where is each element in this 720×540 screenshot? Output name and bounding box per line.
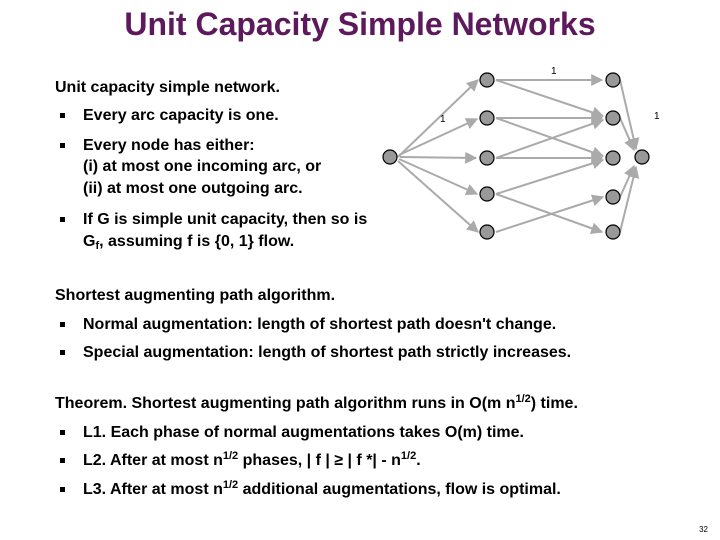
bullet-marker [60, 487, 65, 492]
theorem-text: Theorem. Shortest augmenting path algorithm runs in O(m n [55, 395, 516, 412]
lemma-2-end: . [416, 452, 421, 469]
network-node [606, 225, 620, 239]
bullet-special-augmentation: Special augmentation: length of shortest path strictly increases. [83, 344, 572, 361]
bullet-node-rule-i: (i) at most one incoming arc, or [83, 158, 322, 175]
bullet-marker [60, 143, 65, 148]
residual-graph-rest: , assuming f is {0, 1} flow. [99, 233, 295, 250]
network-node [480, 151, 494, 165]
bullet-marker [60, 430, 65, 435]
network-node [480, 111, 494, 125]
network-node [606, 73, 620, 87]
bullet-normal-augmentation: Normal augmentation: length of shortest path doesn't change. [83, 316, 557, 333]
network-nodes [383, 73, 649, 239]
theorem-statement [55, 394, 578, 413]
lemma-3-text: L3. After at most n [83, 481, 223, 498]
edge-capacity-label: 1 [440, 114, 446, 125]
theorem-exponent: 1/2 [515, 393, 531, 405]
lemma-1: L1. Each phase of normal augmentations takes O(m) time. [83, 424, 524, 441]
lemma-2 [83, 451, 421, 470]
bullet-marker [60, 322, 65, 327]
bullet-arc-capacity: Every arc capacity is one. [83, 107, 279, 124]
slide-title: Unit Capacity Simple Networks [124, 6, 596, 42]
lemma-2-text: L2. After at most n [83, 452, 223, 469]
section2-heading: Shortest augmenting path algorithm. [55, 287, 336, 304]
theorem-text-end: ) time. [530, 395, 578, 412]
sink-node [635, 150, 649, 164]
bullet-marker [60, 350, 65, 355]
page-number: 32 [699, 525, 708, 534]
lemma-2-exponent-2: 1/2 [400, 450, 417, 462]
residual-graph-symbol: G [83, 233, 96, 250]
bullet-residual-line1: If G is simple unit capacity, then so is [83, 211, 368, 228]
network-node [480, 73, 494, 87]
network-node [480, 225, 494, 239]
network-node [606, 190, 620, 204]
lemma-3-end: additional augmentations, flow is optimal. [238, 481, 561, 498]
network-node [606, 111, 620, 125]
residual-graph-subscript: f [95, 240, 100, 252]
lemma-3-exponent: 1/2 [222, 479, 239, 491]
lemma-2-exponent: 1/2 [222, 450, 239, 462]
source-node [383, 150, 397, 164]
lemma-3 [83, 480, 561, 499]
unit-network-diagram [370, 60, 660, 250]
network-node [480, 187, 494, 201]
network-edges [398, 80, 636, 232]
edge-capacity-label: 1 [654, 111, 660, 122]
network-node [606, 151, 620, 165]
bullet-node-rule-ii: (ii) at most one outgoing arc. [83, 180, 303, 197]
bullet-marker [60, 458, 65, 463]
edge-capacity-label: 1 [551, 66, 557, 77]
bullet-marker [60, 217, 65, 222]
section1-heading: Unit capacity simple network. [55, 79, 280, 96]
bullet-node-rule: Every node has either: [83, 137, 255, 154]
bullet-residual-line2 [83, 232, 294, 251]
bullet-marker [60, 113, 65, 118]
lemma-2-mid: phases, | f | ≥ | f *| - n [238, 452, 401, 469]
